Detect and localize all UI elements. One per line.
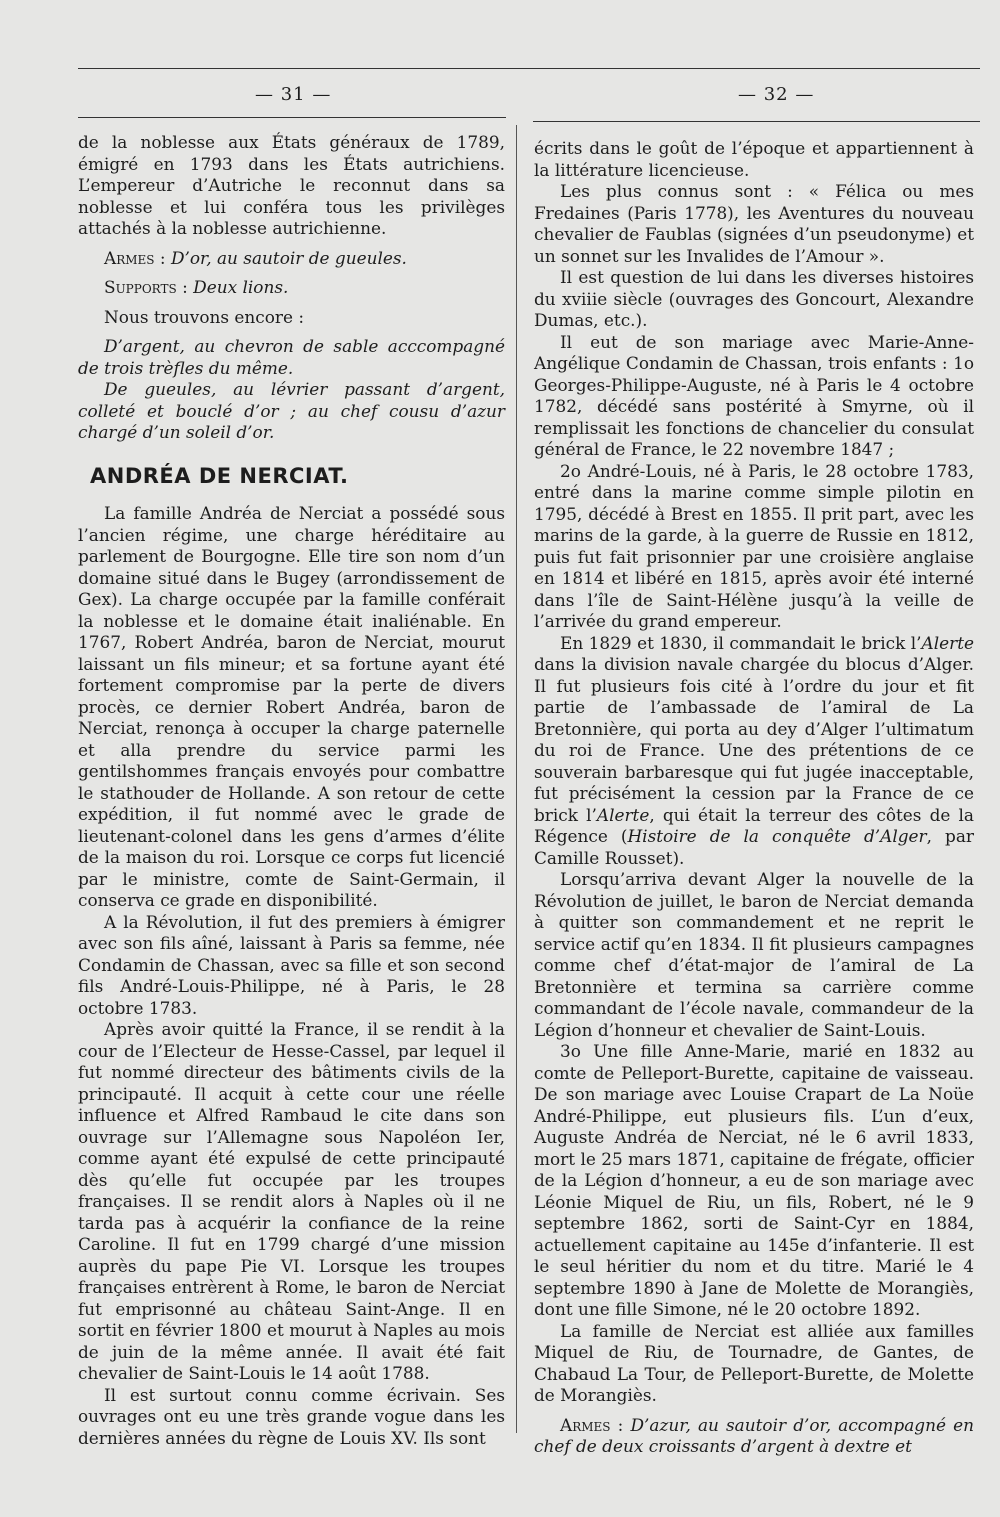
paragraph: 3o Une fille Anne-Marie, marié en 1832 au comte de Pelleport-Burette, capitaine de vaisseau. De son mariage avec Louise Crapart de La Noüe André-Philippe, eut plusieurs fils. L’un d’eux, Auguste Andréa de Nerciat, né le 6 avril 1833, mort le 25 mars 1871, capitaine de frégate, officier de la Légion d’honneur, a eu de son mariage avec Léonie Miquel de Riu, un fils, Robert, né le 9 septembre 1862, sorti de Saint-Cyr en 1884, actuellement capitaine au 145e d’infanterie. Il est le seul héritier du nom et du titre. Marié le 4 septembre 1890 à Jane de Molette de Morangiès, dont une fille Simone, né le 20 octobre 1892. [534,1041,974,1319]
blazon-2: De gueules, au lévrier passant d’argent, colleté et bouclé d’or ; au chef cousu d’azur chargé d’un soleil d’or. [78,379,505,442]
paragraph: Il est question de lui dans les diverses histoires du xviiie siècle (ouvrages des Goncourt, Alexandre Dumas, etc.). [534,267,974,330]
armes-label: Armes [104,247,155,268]
paragraph: En 1829 et 1830, il commandait le brick l’Alerte dans la division navale chargée du blocus d’Alger. Il fut plusieurs fois cité à l’ordre du jour et fit partie de l’ambassade de l’amiral de La Bretonnière, qui porta au dey d’Alger l’ultimatum du roi de France. Une des prétentions de ce souverain barbaresque qui fut jugée inacceptable, fut précisément la cession par la France de ce brick l’Alerte, qui était la terreur des côtes de la Régence (Histoire de la conquête d’Alger, par Camille Rousset). [534,632,974,868]
paragraph: Nous trouvons encore : [104,306,305,327]
paragraph: Après avoir quitté la France, il se rendit à la cour de l’Electeur de Hesse-Cassel, par lequel il fut nommé directeur des bâtiments civils de la principauté. Il acquit à cette cour une réelle influence et Alfred Rambaud le cite dans son ouvrage sur l’Allemagne sous Napoléon Ier, comme ayant été expulsé de cette principauté dès qu’elle fut occupée par les troupes françaises. Il se rendit alors à Naples où il ne tarda pas à acquérir la confiance de la reine Caroline. Il fut en 1799 chargé d’une mission auprès du pape Pie VI. Lorsque les troupes françaises entrèrent à Rome, le baron de Nerciat fut emprisonné au château Saint-Ange. Il en sortit en février 1800 et mourut à Naples au mois de juin de la même année. Il avait été fait chevalier de Saint-Louis le 14 août 1788. [78,1019,505,1383]
supports-text: Deux lions. [193,277,289,297]
armes-line: Armes : D’azur, au sautoir d’or, accompagné en chef de deux croissants d’argent à dextre et [534,1414,974,1456]
top-rule [78,68,980,69]
column-divider [516,125,517,1433]
blazon-1: D’argent, au chevron de sable acccompagné de trois trèfles du même. [78,336,505,378]
supports-label: Supports [104,277,177,297]
paragraph: Il est surtout connu comme écrivain. Ses ouvrages ont eu une très grande vogue dans les dernières années du règne de Louis XV. Ils sont [78,1384,505,1448]
header-rule-right [533,121,980,122]
paragraph: Lorsqu’arriva devant Alger la nouvelle de la Révolution de juillet, le baron de Nerciat demanda à quitter son commandement et ne reprit le service actif qu’en 1834. Il fit plusieurs campagnes comme chef d’état-major de l’amiral de La Bretonnière et termina sa carrière comme commandant de l’école navale, commandeur de la Légion d’honneur et chevalier de Saint-Louis. [534,869,974,1040]
page-number-right: — 32 — [738,84,815,105]
section-heading: ANDRÉA DE NERCIAT. [90,463,349,488]
page-number-left: — 31 — [255,84,332,105]
paragraph: A la Révolution, il fut des premiers à émigrer avec son fils aîné, laissant à Paris sa femme, née Condamin de Chassan, avec sa fille et son second fils André-Louis-Philippe, né à Paris, le 28 octobre 1783. [78,911,505,1018]
armes-line: Armes : D’or, au sautoir de gueules. [104,247,407,268]
armes-blazon: D’or, au sautoir de gueules. [170,247,407,268]
right-column [534,138,974,1458]
paragraph: Il eut de son mariage avec Marie-Anne-Angélique Condamin de Chassan, trois enfants : 1o Georges-Philippe-Auguste, né à Paris le 4 octobre 1782, décédé sans postérité à Smyrne, où il remplissait les fonctions de chancelier du consulat général de France, le 22 novembre 1847 ; [534,331,974,459]
paragraph: 2o André-Louis, né à Paris, le 28 octobre 1783, entré dans la marine comme simple pilotin en 1795, décédé à Brest en 1855. Il prit part, avec les marins de la garde, à la guerre de Russie en 1812, puis fut fait prisonnier par une croisière anglaise en 1814 et libéré en 1815, après avoir été interné dans l’île de Saint-Hélène jusqu’à la veille de l’arrivée du grand empereur. [534,460,974,631]
paragraph: La famille de Nerciat est alliée aux familles Miquel de Riu, de Tournadre, de Gantes, de Chabaud La Tour, de Pelleport-Burette, de Molette de Morangiès. [534,1320,974,1405]
left-column [78,132,505,1449]
paragraph: La famille Andréa de Nerciat a possédé sous l’ancien régime, une charge héréditaire au parlement de Bourgogne. Elle tire son nom d’un domaine situé dans le Bugey (arrondissement de Gex). La charge occupée par la famille conférait la noblesse et le domaine était inaliénable. En 1767, Robert Andréa, baron de Nerciat, mourut laissant un fils mineur; et sa fortune ayant été fortement compromise par la perte de divers procès, ce dernier Robert Andréa, baron de Nerciat, renonça à occuper la charge paternelle et alla prendre du service parmi les gentilshommes français envoyés pour combattre le stathouder de Hollande. A son retour de cette expédition, il fut nommé avec le grade de lieutenant-colonel dans les gens d’armes d’élite de la maison du roi. Lorsque ce corps fut licencié par le ministre, comte de Saint-Germain, il conserva ce grade en disponibilité. [78,503,505,910]
armes-label: Armes [560,1414,611,1435]
supports-line: Supports : Deux lions. [104,277,289,297]
header-rule-left [78,117,506,118]
armes-blazon: D’azur, au sautoir d’or, accompagné en chef de deux croissants d’argent à dextre et [534,1414,974,1456]
paragraph: écrits dans le goût de l’époque et appartiennent à la littérature licencieuse. [534,138,974,180]
paragraph: de la noblesse aux États généraux de 1789, émigré en 1793 dans les États autrichiens. L’empereur d’Autriche le reconnut dans sa noblesse et lui conféra tous les privilèges attachés à la noblesse autrichienne. [78,132,505,238]
paragraph: Les plus connus sont : « Félica ou mes Fredaines (Paris 1778), les Aventures du nouveau chevalier de Faublas (signées d’un pseudonyme) et un sonnet sur les Invalides de l’Amour ». [534,181,974,266]
